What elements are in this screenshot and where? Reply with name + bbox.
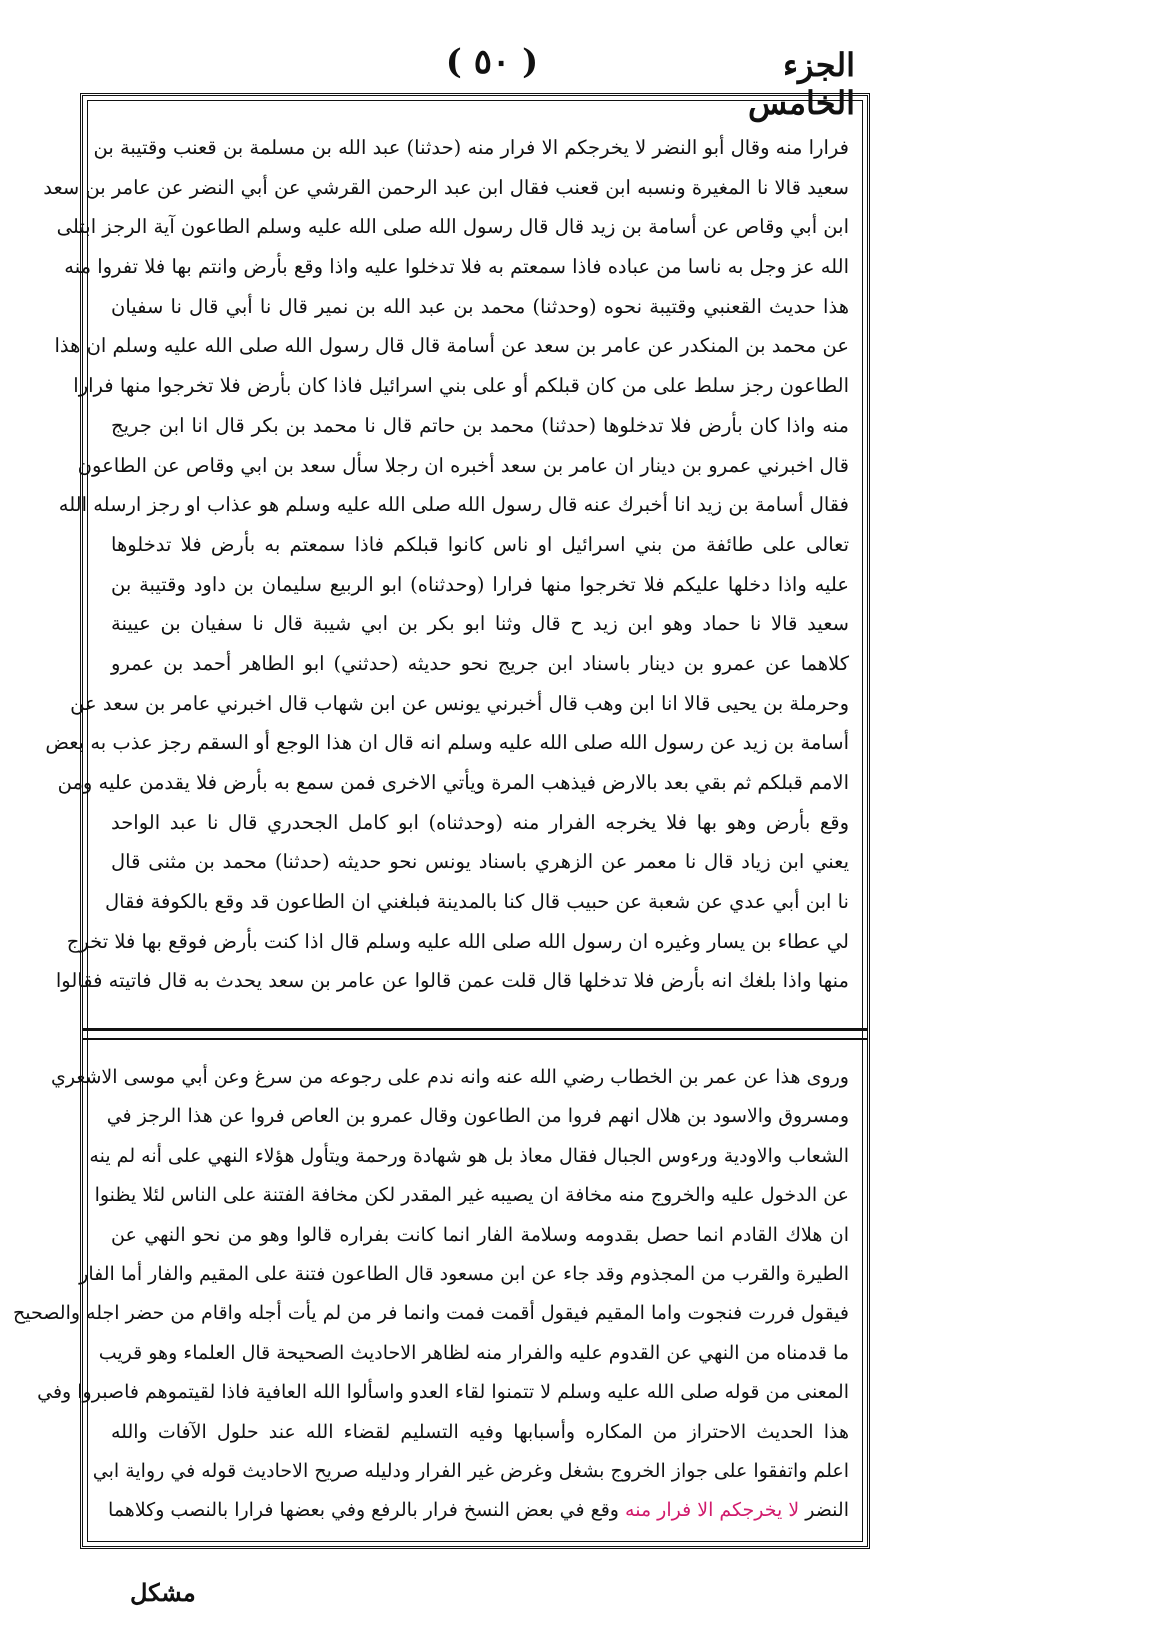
commentary-line: الطيرة والقرب من المجذوم وقد جاء عن ابن مسعود قال الطاعون فتنة على المقيم والفار أما الفار — [79, 1262, 849, 1285]
hadith-line: منه واذا كان بأرض فلا تدخلوها (حدثنا) محمد بن حاتم قال نا محمد بن بكر قال انا ابن جريج — [111, 413, 849, 437]
hadith-line: الله عز وجل به ناسا من عباده فاذا سمعتم به فلا تدخلوا عليه واذا وقع بأرض وانتم بها فلا تفروا منه — [64, 255, 849, 279]
hadith-line: تعالى على طائفة من بني اسرائيل او ناس كانوا قبلكم فاذا سمعتم به بأرض فلا تدخلوها — [111, 532, 849, 556]
commentary-line — [108, 1491, 849, 1530]
commentary-line: هذا الحديث الاحتراز من المكاره وأسبابها وفيه التسليم لقضاء الله عند حلول الآفات والله — [111, 1420, 849, 1443]
commentary-line: ومسروق والاسود بن هلال انهم فروا من الطاعون وقال عمرو بن العاص فروا عن هذا الرجز في — [106, 1105, 849, 1128]
hadith-line: عليه واذا دخلها عليكم فلا تخرجوا منها فرارا (وحدثناه) ابو الربيع سليمان بن داود وقتيبة بن — [111, 572, 849, 596]
commentary-fragment: النضر — [799, 1499, 849, 1522]
hadith-line: الطاعون رجز سلط على من كان قبلكم أو على بني اسرائيل فاذا كان بأرض فلا تخرجوا منها فرارا — [73, 374, 849, 398]
hadith-line: الامم قبلكم ثم بقي بعد بالارض فيذهب المرة ويأتي الاخرى فمن سمع به بأرض فلا يقدمن عليه ومن — [57, 771, 849, 794]
hadith-line: كلاهما عن عمرو بن دينار باسناد ابن جريج نحو حديثه (حدثني) ابو الطاهر أحمد بن عمرو — [111, 651, 849, 675]
page-frame — [13, 93, 870, 1549]
hadith-text-block — [43, 128, 849, 1001]
hadith-line: سعيد قالا نا المغيرة ونسبه ابن قعنب فقال ابن عبد الرحمن القرشي عن أبي النضر عن عامر بن سعد — [43, 175, 849, 199]
hadith-line: فرارا منه وقال أبو النضر لا يخرجكم الا فرار منه (حدثنا) عبد الله بن مسلمة بن قعنب وقتيبة بن — [93, 136, 849, 159]
commentary-line: الشعاب والاودية ورءوس الجبال فقال معاذ بل هو شهادة ورحمة ويتأول هؤلاء النهي على أنه لم ينه — [89, 1144, 849, 1167]
hadith-line: عن محمد بن المنكدر عن عامر بن سعد عن أسامة قال قال رسول الله صلى الله عليه وسلم ان هذا — [54, 334, 849, 358]
hadith-line: هذا حديث القعنبي وقتيبة نحوه (وحدثنا) محمد بن عبد الله بن نمير قال نا أبي قال نا سفيان — [111, 294, 849, 318]
hadith-line: سعيد قالا نا حماد وهو ابن زيد ح قال وثنا ابو بكر بن ابي شيبة قال نا سفيان بن عيينة — [111, 612, 849, 636]
highlighted-quote: لا يخرجكم الا فرار منه — [625, 1499, 800, 1522]
commentary-line: عن الدخول عليه والخروج منه مخافة ان يصيبه غير المقدر لكن مخافة الفتنة على الناس لئلا يظنوا — [94, 1184, 849, 1207]
page-number: ( ٥٠ ) — [445, 42, 539, 82]
part-title: الجزء الخامس — [748, 46, 855, 122]
hadith-line: أسامة بن زيد عن رسول الله صلى الله عليه وسلم انه قال ان هذا الوجع أو السقم رجز عذب به بعض — [45, 731, 849, 755]
hadith-line: يعني ابن زياد قال نا معمر عن الزهري باسناد يونس نحو حديثه (حدثنا) محمد بن مثنى قال — [111, 850, 849, 874]
commentary-line: اعلم واتفقوا على جواز الخروج بشغل وغرض غير الفرار ودليله صريح الاحاديث قوله في رواية ابي — [92, 1459, 849, 1482]
hadith-line: قال اخبرني عمرو بن دينار ان عامر بن سعد أخبره ان رجلا سأل سعد بن ابي وقاص عن الطاعون — [77, 453, 849, 477]
hadith-line: ابن أبي وقاص عن أسامة بن زيد قال قال رسول الله صلى الله عليه وسلم الطاعون آية الرجز ابتلى — [56, 215, 849, 239]
commentary-line: وروى هذا عن عمر بن الخطاب رضي الله عنه وانه ندم على رجوعه من سرغ وعن أبي موسى الاشعري — [50, 1066, 849, 1088]
commentary-line: ما قدمناه من النهي عن القدوم عليه والفرار منه لظاهر الاحاديث الصحيحة قال العلماء وهو قريب — [98, 1341, 849, 1364]
hadith-line: نا ابن أبي عدي عن شعبة عن حبيب قال كنا بالمدينة فبلغني ان الطاعون قد وقع بالكوفة فقال — [105, 890, 849, 914]
commentary-line: ان هلاك القادم انما حصل بقدومه وسلامة الفار انما كانت بفراره قالوا وهو من نحو النهي عن — [111, 1223, 849, 1246]
commentary-fragment: وقع في بعض النسخ فرار بالرفع وفي بعضها فرارا بالنصب وكلاهما — [108, 1499, 626, 1522]
hadith-line: لي عطاء بن يسار وغيره ان رسول الله صلى الله عليه وسلم قال اذا كنت بأرض فوقع بها فلا تخرج — [66, 929, 849, 953]
hadith-line: وقع بأرض وهو بها فلا يخرجه الفرار منه (وحدثناه) ابو كامل الجحدري قال نا عبد الواحد — [111, 810, 849, 834]
hadith-line: فقال أسامة بن زيد انا أخبرك عنه قال رسول الله صلى الله عليه وسلم هو عذاب او رجز ارسله الله — [58, 493, 849, 517]
hadith-line: منها واذا بلغك انه بأرض فلا تدخلها قال قلت عمن قالوا عن عامر بن سعد يحدث به قال فاتيته فقالوا — [55, 969, 849, 993]
section-divider — [83, 1028, 867, 1040]
hadith-line: وحرملة بن يحيى قالا انا ابن وهب قال أخبرني يونس عن ابن شهاب قال اخبرني عامر بن سعد عن — [70, 691, 849, 715]
catchword: مشكل — [130, 1578, 196, 1607]
commentary-line: فيقول فررت فنجوت واما المقيم فيقول أقمت فمت وانما فر من لم يأت أجله واقام من حضر اجله والصحيح — [13, 1302, 849, 1325]
commentary-block — [13, 1058, 849, 1531]
commentary-line: المعنى من قوله صلى الله عليه وسلم لا تتمنوا لقاء العدو واسألوا الله العافية فاذا لقيتموهم فاصبروا وفي — [37, 1381, 849, 1404]
